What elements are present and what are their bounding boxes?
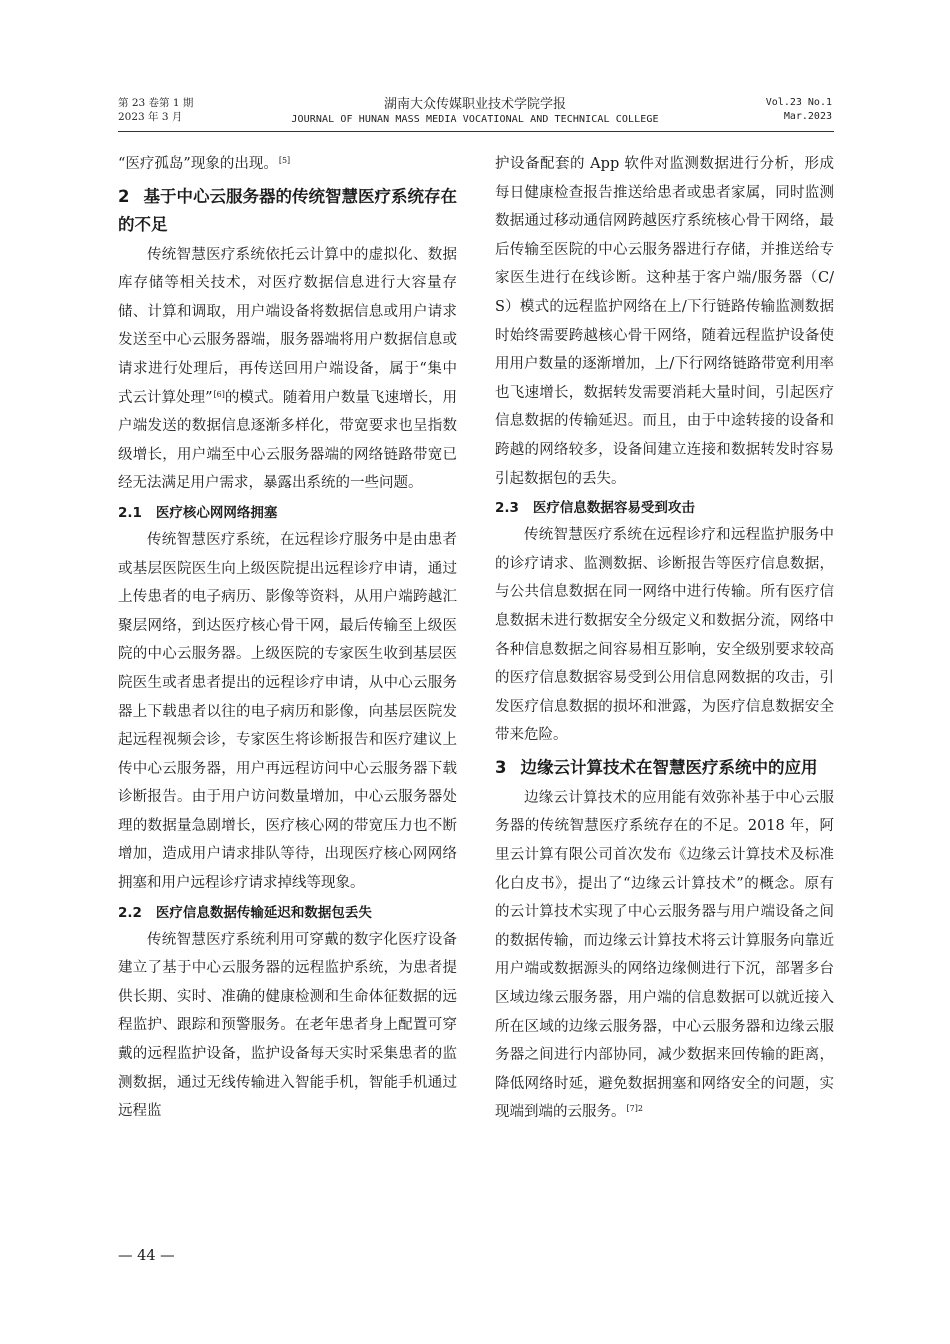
subsection-title: 医疗信息数据容易受到攻击 xyxy=(532,500,695,517)
paragraph-text: 边缘云计算技术的应用能有效弥补基于中心云服务器的传统智慧医疗系统存在的不足。2018 年，阿里云计算有限公司首次发布《边缘云计算技术及标准化白皮书》，提出了“边缘云计算技术”的概念。原有的云计算技术实现了中心云服务器与用户端设备之间的数据传输，而边缘云计算技术将云计算服务向靠近用户端或数据源头的网络边缘侧进行下沉，部署多台区域边缘云服务器，用户端的信息数据可以就近接入所在区域的边缘云服务器，中心云服务器和边缘云服务器之间进行内部协同，减少数据来回传输的距离，降低网络时延，避免数据拥塞和网络安全的问题，实现端到端的云服务。 xyxy=(495,789,834,1121)
subsection-number: 2.3 xyxy=(495,500,519,517)
paragraph-text: “医疗孤岛”现象的出现。 xyxy=(118,156,278,172)
paragraph xyxy=(118,241,457,498)
subsection-heading-2-2 xyxy=(118,901,457,925)
section-title: 边缘云计算技术在智慧医疗系统中的应用 xyxy=(520,757,818,777)
section-heading-2 xyxy=(118,183,457,239)
subsection-title: 医疗核心网网络拥塞 xyxy=(155,504,278,521)
paragraph-text-tail: 的模式。随着用户数量飞速增长，用户端发送的数据信息逐渐多样化，带宽要求也呈指数级增长，用户端至中心云服务器端的网络链路带宽已经无法满足用户需求，暴露出系统的一些问题。 xyxy=(118,389,457,492)
header-divider xyxy=(118,131,834,132)
subsection-number: 2.2 xyxy=(118,904,142,921)
subsection-heading-2-3 xyxy=(495,496,834,520)
paragraph xyxy=(495,784,834,1127)
header-date-en: Mar.2023 xyxy=(783,111,832,122)
paragraph: 传统智慧医疗系统利用可穿戴的数字化医疗设备建立了基于中心云服务器的远程监护系统，为患者提供长期、实时、准确的健康检测和生命体征数据的远程监护、跟踪和预警服务。在老年患者身上配置可穿戴的远程监护设备，监护设备每天实时采集患者的监测数据，通过无线传输进入智能手机，智能手机通过远程监 xyxy=(118,931,457,1120)
journal-title-en: JOURNAL OF HUNAN MASS MEDIA VOCATIONAL AND TECHNICAL COLLEGE xyxy=(291,114,659,125)
paragraph: 传统智慧医疗系统，在远程诊疗服务中是由患者或基层医院医生向上级医院提出远程诊疗申请，通过上传患者的电子病历、影像等资料，从用户端跨越汇聚层网络，到达医疗核心骨干网，最后传输至上级医院的中心云服务器。上级医院的专家医生收到基层医院医生或者患者提出的远程诊疗申请，从中心云服务器上下载患者以往的电子病历和影像，向基层医院发起远程视频会诊，专家医生将诊断报告和医疗建议上传中心云服务器，用户再远程访问中心云服务器下载诊断报告。由于用户访问数量增加，中心云服务器处理的数据量急剧增长，医疗核心网的带宽压力也不断增加，造成用户请求排队等待，出现医疗核心网网络拥塞和用户远程诊疗请求掉线等现象。 xyxy=(118,531,457,892)
page-number: — 44 — xyxy=(118,1248,175,1264)
section-heading-3 xyxy=(495,754,834,782)
header-volume: 第 23 卷第 1 期 xyxy=(118,97,194,109)
citation: [6] xyxy=(213,389,225,399)
journal-title-cn: 湖南大众传媒职业技术学院学报 xyxy=(383,97,566,112)
subsection-title: 医疗信息数据传输延迟和数据包丢失 xyxy=(155,904,372,921)
right-column xyxy=(495,150,834,1127)
subsection-heading-2-1 xyxy=(118,501,457,525)
header-issue-info-en xyxy=(766,96,832,124)
left-column xyxy=(118,150,457,1126)
header-volume-en: Vol.23 No.1 xyxy=(765,97,832,108)
paragraph-continued xyxy=(118,150,457,179)
citation: [7]2 xyxy=(626,1104,643,1114)
paragraph: 传统智慧医疗系统在远程诊疗和远程监护服务中的诊疗请求、监测数据、诊断报告等医疗信息数据，与公共信息数据在同一网络中进行传输。所有医疗信息数据未进行数据安全分级定义和数据分流，网络中各种信息数据之间容易相互影响，安全级别要求较高的医疗信息数据容易受到公用信息网数据的攻击，引发医疗信息数据的损坏和泄露，为医疗信息数据安全带来危险。 xyxy=(495,527,834,744)
header-date: 2023 年 3 月 xyxy=(118,111,183,123)
section-number: 3 xyxy=(495,757,507,777)
subsection-number: 2.1 xyxy=(118,504,142,521)
paragraph-text: 传统智慧医疗系统依托云计算中的虚拟化、数据库存储等相关技术，对医疗数据信息进行大容量存储、计算和调取，用户端设备将数据信息或用户请求发送至中心云服务器端，服务器端将用户数据信息或请求进行处理后，再传送回用户端设备，属于“集中式云计算处理” xyxy=(118,246,457,406)
section-number: 2 xyxy=(118,186,130,206)
section-title: 基于中心云服务器的传统智慧医疗系统存在的不足 xyxy=(118,186,457,234)
citation: [5] xyxy=(278,156,291,165)
paragraph-continued: 护设备配套的 App 软件对监测数据进行分析，形成每日健康检查报告推送给患者或患者家属，同时监测数据通过移动通信网跨越医疗系统核心骨干网络，最后传输至医院的中心云服务器进行存储，并推送给专家医生进行在线诊断。这种基于客户端/服务器（C/S）模式的远程监护网络在上/下行链路传输监测数据时始终需要跨越核心骨干网络，随着远程监护设备使用用户数量的逐渐增加，上/下行网络链路带宽利用率也飞速增长，数据转发需要消耗大量时间，引起医疗信息数据的传输延迟。而且，由于中途转接的设备和跨越的网络较多，设备间建立连接和数据转发时容易引起数据包的丢失。 xyxy=(495,156,834,487)
